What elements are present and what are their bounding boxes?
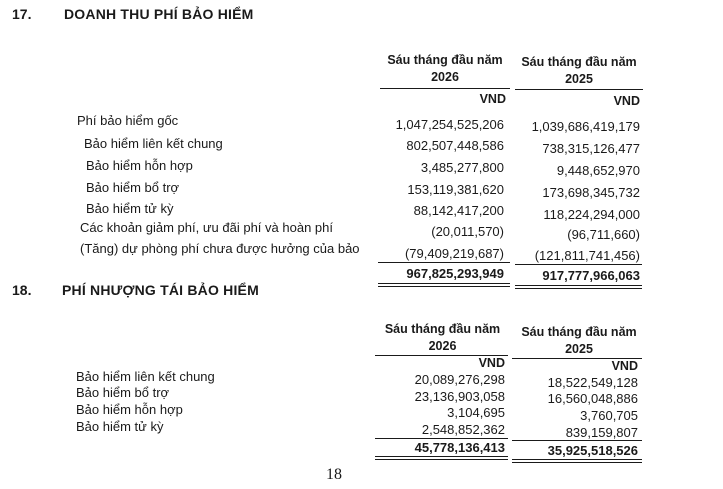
s17-total-rule-top-2026	[378, 262, 510, 263]
s18-total-2025: 35,925,518,526	[547, 443, 638, 458]
s18-row-label: Bảo hiểm tử kỳ	[76, 419, 164, 434]
s18-col-2026-line1: Sáu tháng đầu năm	[384, 322, 501, 336]
s18-row-value-2026: 23,136,903,058	[414, 389, 505, 404]
page-number: 18	[326, 466, 342, 483]
s18-unit-2025: VND	[611, 359, 638, 373]
s17-row-label: Phí bảo hiểm gốc	[77, 113, 179, 128]
s17-col-2025-line2: 2025	[565, 72, 593, 86]
s17-row-value-2026: 1,047,254,525,206	[395, 117, 504, 132]
s18-col-2025-header	[515, 324, 643, 358]
s17-total-rule-top-2025	[515, 264, 642, 265]
s18-row-value-2026: 3,104,695	[447, 405, 505, 420]
section-18-number: 18.	[12, 282, 32, 298]
s18-total-rule-top-2026	[375, 438, 508, 439]
s18-row-value-2025: 3,760,705	[580, 408, 638, 423]
s18-col-2026-line2: 2026	[428, 339, 457, 353]
s17-row-label: Bảo hiểm hỗn hợp	[86, 158, 193, 173]
s17-total-2025: 917,777,966,063	[542, 268, 640, 283]
s18-row-value-2025: 839,159,807	[565, 425, 638, 440]
s17-row-value-2025: 1,039,686,419,179	[531, 119, 640, 134]
s17-row-value-2025: 173,698,345,732	[542, 185, 640, 200]
s18-col-2026-header	[375, 321, 510, 355]
s17-header-rule-2025	[515, 89, 643, 90]
s18-total-rule-bottom2-2025	[512, 462, 642, 463]
s18-row-label: Bảo hiểm hỗn hợp	[76, 402, 183, 417]
s17-row-value-2025: 118,224,294,000	[543, 207, 640, 222]
s17-row-value-2026: (20,011,570)	[431, 224, 504, 239]
s17-col-2026-line2: 2026	[431, 70, 459, 84]
s17-row-value-2026: 802,507,448,586	[406, 138, 504, 153]
s18-total-2026: 45,778,136,413	[414, 440, 505, 455]
s17-col-2026-header	[380, 52, 510, 86]
s18-row-value-2026: 20,089,276,298	[414, 372, 505, 387]
section-18-title: PHÍ NHƯỢNG TÁI BẢO HIỂM	[62, 282, 259, 298]
s17-col-2026-line1: Sáu tháng đầu năm	[387, 53, 503, 67]
s18-row-value-2026: 2,548,852,362	[421, 422, 505, 437]
s17-row-value-2026: 88,142,417,200	[413, 203, 504, 218]
s17-row-value-2026: 3,485,277,800	[420, 160, 504, 175]
s18-total-rule-top-2025	[512, 440, 642, 441]
s17-row-label: Các khoản giảm phí, ưu đãi phí và hoàn phí	[80, 220, 333, 235]
s17-col-2025-header	[515, 54, 643, 88]
s17-total-rule-bottom2-2025	[515, 288, 642, 289]
s18-total-rule-bottom2-2026	[375, 459, 508, 460]
s18-row-value-2025: 18,522,549,128	[547, 375, 638, 390]
section-17-title: DOANH THU PHÍ BẢO HIỂM	[64, 6, 254, 22]
s17-row-value-2025: (121,811,741,456)	[534, 248, 640, 263]
s17-total-2026: 967,825,293,949	[406, 266, 504, 281]
s18-total-rule-bottom-2025	[512, 459, 642, 460]
s17-header-rule-2026	[380, 88, 510, 89]
s17-row-label: Bảo hiểm liên kết chung	[84, 136, 223, 151]
s17-unit-2025: VND	[613, 94, 640, 108]
s17-row-value-2025: 738,315,126,477	[542, 141, 640, 156]
s17-total-rule-bottom2-2026	[378, 286, 510, 287]
s17-row-label: Bảo hiểm tử kỳ	[86, 201, 174, 216]
s17-unit-2026: VND	[479, 92, 506, 106]
s17-col-2025-line1: Sáu tháng đầu năm	[521, 55, 637, 69]
s18-col-2025-line2: 2025	[565, 342, 593, 356]
s17-total-rule-bottom-2025	[515, 285, 642, 286]
s18-row-value-2025: 16,560,048,886	[547, 391, 638, 406]
s18-total-rule-bottom-2026	[375, 456, 508, 457]
s17-row-value-2026: 153,119,381,620	[407, 182, 504, 197]
s18-row-label: Bảo hiểm liên kết chung	[76, 369, 215, 384]
s17-row-value-2025: 9,448,652,970	[556, 163, 640, 178]
s17-total-rule-bottom-2026	[378, 283, 510, 284]
s17-row-value-2025: (96,711,660)	[567, 227, 640, 242]
s18-row-label: Bảo hiểm bổ trợ	[76, 385, 170, 400]
s17-row-value-2026: (79,409,219,687)	[404, 246, 504, 261]
s18-col-2025-line1: Sáu tháng đầu năm	[521, 325, 637, 339]
section-17-number: 17.	[12, 6, 32, 22]
s17-row-label: Bảo hiểm bổ trợ	[86, 180, 180, 195]
s17-row-label: (Tăng) dự phòng phí chưa được hưởng của bảo	[80, 241, 360, 256]
s18-unit-2026: VND	[478, 356, 505, 370]
